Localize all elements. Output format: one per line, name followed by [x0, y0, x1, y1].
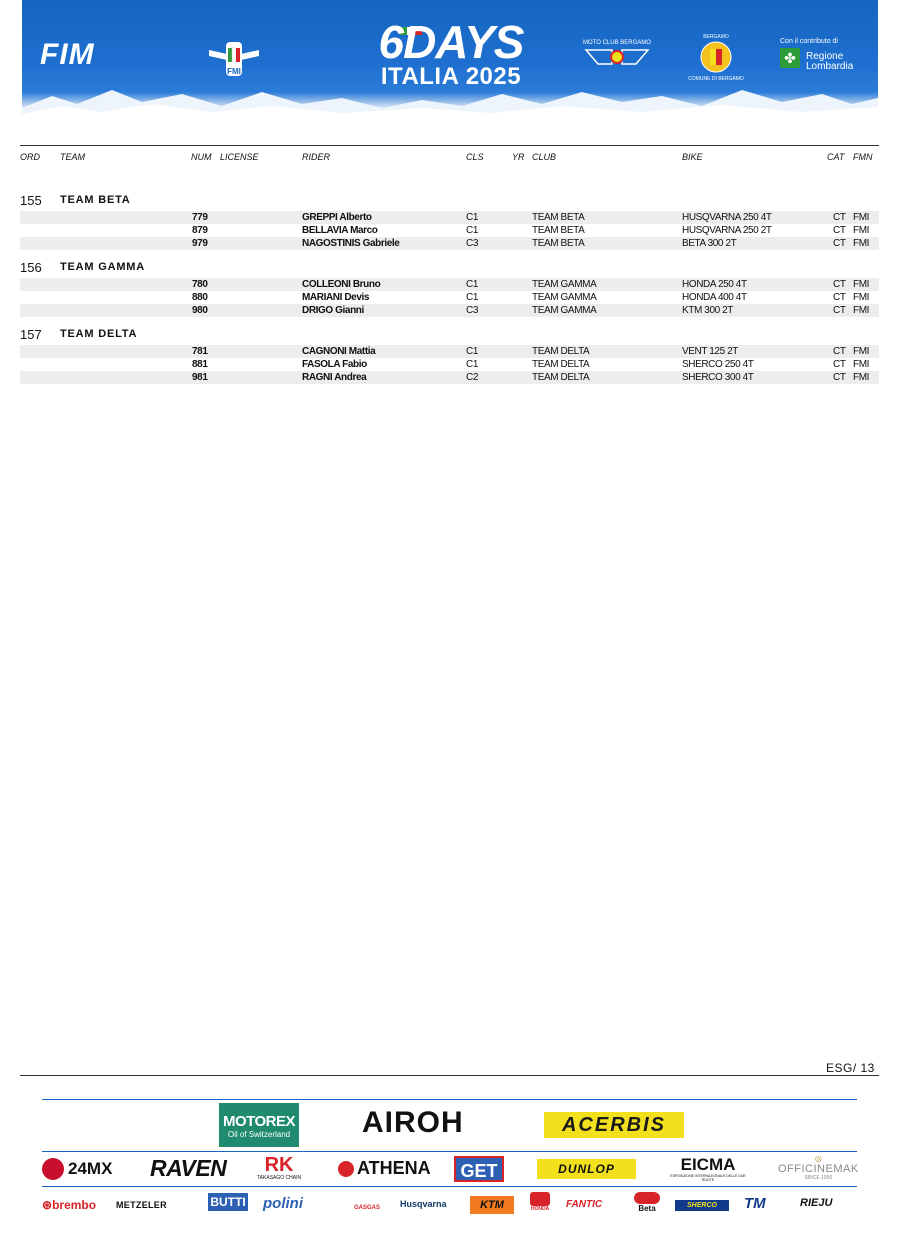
team-name: TEAM DELTA — [60, 328, 138, 340]
cell-cls: C1 — [466, 225, 478, 236]
table-row — [20, 278, 879, 291]
comune-bergamo-logo — [688, 34, 744, 82]
event-subtitle: ITALIA 2025 — [380, 63, 522, 90]
cell-rider: COLLEONI Bruno — [302, 279, 381, 290]
motorex-logo — [219, 1103, 299, 1147]
col-bike: BIKE — [682, 152, 703, 162]
cell-rider: FASOLA Fabio — [302, 359, 367, 370]
cell-bike: BETA 300 2T — [682, 238, 737, 249]
brembo-logo — [42, 1198, 96, 1212]
rk-tagline: TAKASAGO CHAIN — [257, 1175, 302, 1181]
page-number: ESG/ 13 — [826, 1061, 875, 1075]
eicma-logo — [668, 1156, 748, 1182]
sherco-logo: SHERCO — [675, 1200, 729, 1211]
athena-name: ATHENA — [357, 1158, 431, 1178]
cell-rider: RAGNI Andrea — [302, 372, 367, 383]
cell-fmn: FMI — [853, 212, 870, 223]
cell-num: 780 — [192, 279, 208, 290]
cell-club: TEAM BETA — [532, 212, 585, 223]
beta-name: Beta — [638, 1204, 656, 1213]
cell-bike: HUSQVARNA 250 2T — [682, 225, 772, 236]
cell-cat: CT — [833, 305, 846, 316]
cell-cls: C1 — [466, 212, 478, 223]
col-num: NUM — [191, 152, 212, 162]
rk-name: RK — [264, 1154, 294, 1176]
table-top-rule — [20, 145, 879, 146]
metzeler-logo: METZELER — [116, 1200, 167, 1210]
team-ord: 155 — [20, 193, 42, 208]
cell-bike: HONDA 400 4T — [682, 292, 747, 303]
cell-num: 781 — [192, 346, 208, 357]
acerbis-logo: ACERBIS — [544, 1112, 684, 1138]
table-row — [20, 291, 879, 304]
cell-cls: C1 — [466, 292, 478, 303]
rieju-logo: RIEJU — [800, 1197, 833, 1209]
col-team: TEAM — [60, 152, 86, 162]
cell-fmn: FMI — [853, 279, 870, 290]
cell-num: 979 — [192, 238, 208, 249]
cell-rider: CAGNONI Mattia — [302, 346, 376, 357]
cell-num: 880 — [192, 292, 208, 303]
24mx-name: 24MX — [68, 1159, 113, 1178]
fmi-logo — [205, 34, 263, 84]
cell-club: TEAM DELTA — [532, 359, 590, 370]
husqvarna-logo: Husqvarna — [400, 1199, 447, 1209]
table-row — [20, 371, 879, 384]
motorex-name: MOTOREX — [222, 1113, 296, 1130]
col-fmn: FMN — [853, 152, 873, 162]
lombardia-cross-icon: ✤ — [780, 48, 800, 68]
bergamo-crest-icon — [699, 40, 733, 74]
regione-lombardia-logo — [780, 38, 878, 72]
officinemak-logo — [778, 1154, 859, 1181]
sponsor-divider — [42, 1151, 857, 1152]
24mx-logo — [42, 1157, 112, 1181]
col-cls: CLS — [466, 152, 484, 162]
table-row — [20, 224, 879, 237]
tm-logo: TM — [744, 1195, 766, 1212]
ktm-logo: KTM — [470, 1196, 514, 1214]
cell-rider: NAGOSTINIS Gabriele — [302, 238, 400, 249]
officinemak-icon: ◎ — [814, 1154, 822, 1163]
table-row — [20, 237, 879, 250]
gasgas-logo — [354, 1196, 380, 1211]
cell-fmn: FMI — [853, 346, 870, 357]
sponsor-divider — [42, 1099, 857, 1100]
col-license: LICENSE — [220, 152, 259, 162]
officinemak-since: SINCE 1956 — [804, 1175, 833, 1181]
cell-cat: CT — [833, 292, 846, 303]
cell-fmn: FMI — [853, 225, 870, 236]
cell-bike: HUSQVARNA 250 4T — [682, 212, 772, 223]
cell-fmn: FMI — [853, 292, 870, 303]
bergamo-top-text: BERGAMO — [703, 34, 729, 40]
cell-club: TEAM BETA — [532, 225, 585, 236]
brembo-icon: ⊛ — [42, 1198, 53, 1212]
cell-cat: CT — [833, 346, 846, 357]
cell-club: TEAM DELTA — [532, 372, 590, 383]
athena-icon — [338, 1161, 354, 1177]
cell-fmn: FMI — [853, 238, 870, 249]
col-yr: YR — [512, 152, 525, 162]
cell-cls: C2 — [466, 372, 478, 383]
team-ord: 156 — [20, 260, 42, 275]
cell-cat: CT — [833, 372, 846, 383]
honda-logo — [528, 1192, 552, 1218]
eicma-tagline: ESPOSIZIONE INTERNAZIONALE DELLE DUE RUOTE — [670, 1174, 746, 1182]
honda-wing-icon — [530, 1192, 550, 1206]
cell-club: TEAM DELTA — [532, 346, 590, 357]
cell-cat: CT — [833, 225, 846, 236]
officinemak-name: OFFICINEMAK — [778, 1163, 859, 1175]
snowy-mountains-decoration — [22, 78, 878, 118]
team-ord: 157 — [20, 327, 42, 342]
butti-logo: BUTTI — [208, 1193, 248, 1211]
table-row — [20, 304, 879, 317]
cell-bike: VENT 125 2T — [682, 346, 739, 357]
athena-logo — [338, 1158, 431, 1179]
cell-fmn: FMI — [853, 305, 870, 316]
club-logo-text: MOTO CLUB BERGAMO — [583, 40, 651, 46]
table-row — [20, 345, 879, 358]
cell-club: TEAM GAMMA — [532, 292, 597, 303]
motorex-tagline: Oil of Switzerland — [227, 1130, 291, 1139]
col-cat: CAT — [827, 152, 845, 162]
cell-club: TEAM BETA — [532, 238, 585, 249]
team-name: TEAM GAMMA — [60, 261, 145, 273]
beta-icon — [634, 1192, 660, 1204]
rk-logo — [257, 1155, 301, 1181]
team-name: TEAM BETA — [60, 194, 131, 206]
get-logo: GET — [454, 1156, 504, 1182]
cell-num: 981 — [192, 372, 208, 383]
raven-logo: RAVEN — [150, 1155, 227, 1181]
table-row — [20, 358, 879, 371]
footer-rule — [20, 1075, 879, 1076]
sponsor-divider — [42, 1186, 857, 1187]
lombardia-prefix: Con il contributo di — [780, 38, 838, 45]
beta-logo — [634, 1192, 660, 1213]
table-row — [20, 211, 879, 224]
cell-num: 980 — [192, 305, 208, 316]
cell-club: TEAM GAMMA — [532, 279, 597, 290]
polini-logo: polini — [263, 1195, 303, 1212]
cell-num: 881 — [192, 359, 208, 370]
cell-rider: DRIGO Gianni — [302, 305, 364, 316]
brembo-name: brembo — [52, 1198, 97, 1212]
cell-bike: HONDA 250 4T — [682, 279, 747, 290]
cell-cls: C1 — [466, 346, 478, 357]
gasgas-name: GASGAS — [354, 1205, 381, 1211]
cell-rider: BELLAVIA Marco — [302, 225, 378, 236]
cell-num: 879 — [192, 225, 208, 236]
club-wings-icon — [584, 46, 650, 68]
col-ord: ORD — [20, 152, 40, 162]
event-title: 6DAYS — [378, 16, 524, 68]
24mx-icon — [42, 1158, 64, 1180]
cell-cls: C3 — [466, 238, 478, 249]
fantic-logo: FANTIC — [566, 1199, 603, 1210]
cell-cat: CT — [833, 212, 846, 223]
cell-cls: C1 — [466, 279, 478, 290]
cell-fmn: FMI — [853, 359, 870, 370]
cell-bike: KTM 300 2T — [682, 305, 734, 316]
fmi-logo-text: FMI — [227, 67, 241, 76]
bergamo-bottom-text: COMUNE DI BERGAMO — [688, 76, 744, 82]
cell-cls: C3 — [466, 305, 478, 316]
header-banner — [22, 0, 878, 118]
cell-bike: SHERCO 300 4T — [682, 372, 754, 383]
col-club: CLUB — [532, 152, 557, 162]
cell-club: TEAM GAMMA — [532, 305, 597, 316]
moto-club-bergamo-logo — [582, 40, 652, 70]
eicma-name: EICMA — [680, 1155, 736, 1174]
cell-bike: SHERCO 250 4T — [682, 359, 754, 370]
cell-fmn: FMI — [853, 372, 870, 383]
cell-num: 779 — [192, 212, 208, 223]
col-rider: RIDER — [302, 152, 331, 162]
cell-cat: CT — [833, 359, 846, 370]
airoh-logo: AIROH — [362, 1106, 464, 1139]
cell-cls: C1 — [466, 359, 478, 370]
cell-cat: CT — [833, 279, 846, 290]
cell-rider: MARIANI Devis — [302, 292, 370, 303]
dunlop-logo: DUNLOP — [537, 1159, 636, 1179]
honda-name: HONDA — [530, 1206, 550, 1212]
cell-rider: GREPPI Alberto — [302, 212, 372, 223]
cell-cat: CT — [833, 238, 846, 249]
fim-logo: FIM — [40, 38, 95, 71]
lombardia-name: Regione Lombardia — [806, 51, 854, 72]
